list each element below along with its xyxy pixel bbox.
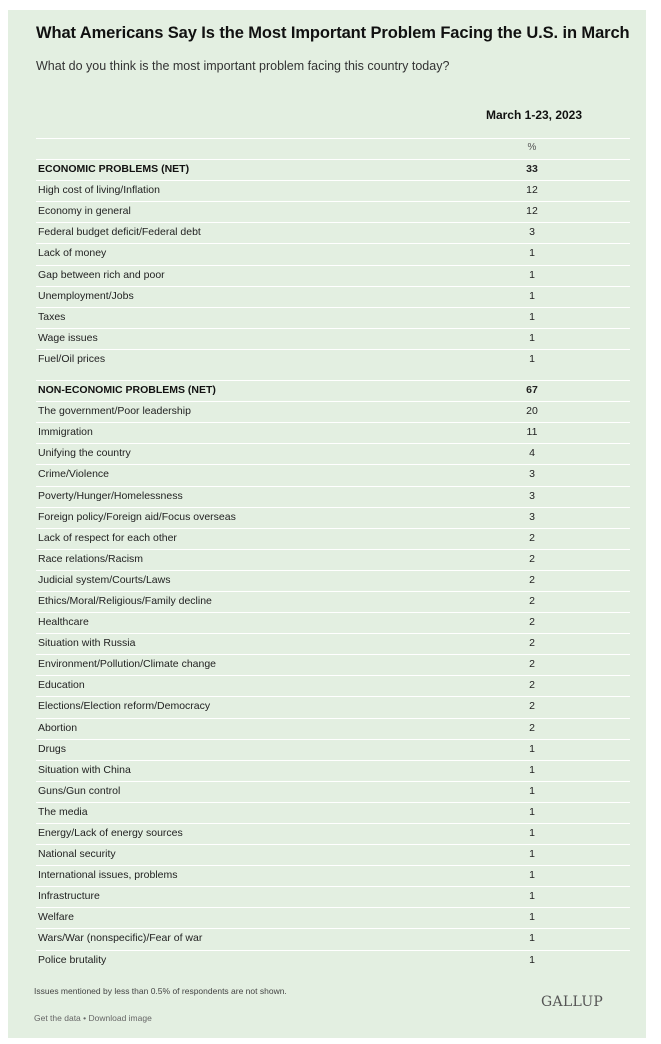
table-row [36, 486, 630, 507]
unit-label: % [527, 142, 537, 153]
row-value: 1 [529, 310, 535, 323]
row-value: 1 [529, 331, 535, 344]
row-value: 12 [526, 184, 538, 197]
row-label: Ethics/Moral/Religious/Family decline [38, 594, 212, 607]
row-label: Police brutality [38, 953, 107, 966]
row-label: NON-ECONOMIC PROBLEMS (NET) [38, 384, 216, 397]
row-label: ECONOMIC PROBLEMS (NET) [38, 163, 190, 176]
row-value: 1 [529, 784, 535, 797]
row-label: Judicial system/Courts/Laws [38, 573, 171, 586]
table-row [36, 802, 630, 823]
row-label: Situation with China [38, 763, 131, 776]
table-row [36, 950, 630, 971]
row-label: Foreign policy/Foreign aid/Focus overseas [38, 510, 236, 523]
row-value: 1 [529, 763, 535, 776]
row-label: Crime/Violence [38, 468, 110, 481]
table-row [36, 696, 630, 717]
row-value: 2 [529, 531, 535, 544]
row-value: 2 [529, 637, 535, 650]
table-row [36, 654, 630, 675]
row-label: International issues, problems [38, 869, 178, 882]
row-label: Energy/Lack of energy sources [38, 827, 183, 839]
row-value: 2 [529, 679, 535, 692]
row-value: 3 [529, 489, 535, 502]
results-table [36, 138, 630, 971]
unit-row [36, 138, 630, 159]
table-row [36, 907, 630, 928]
row-label: Unemployment/Jobs [38, 289, 134, 302]
row-label: Lack of money [38, 247, 107, 260]
table-row [36, 507, 630, 528]
table-row [36, 528, 630, 549]
table-row [36, 760, 630, 781]
table-row [36, 675, 630, 696]
table-row [36, 222, 630, 243]
row-value: 1 [529, 247, 535, 260]
row-value: 1 [529, 805, 535, 818]
table-row [36, 928, 630, 949]
table-row [36, 443, 630, 464]
table-row [36, 591, 630, 612]
row-label: Education [38, 679, 85, 692]
column-header: March 1-23, 2023 [485, 108, 583, 122]
row-label: Unifying the country [38, 447, 131, 460]
chart-card [8, 10, 646, 1038]
row-value: 1 [529, 742, 535, 755]
row-label: The government/Poor leadership [38, 405, 191, 418]
row-value: 1 [529, 827, 535, 839]
table-row [36, 844, 630, 865]
row-label: Environment/Pollution/Climate change [38, 658, 217, 671]
table-row [36, 265, 630, 286]
table-row [36, 328, 630, 349]
row-label: Fuel/Oil prices [38, 352, 106, 365]
table-row [36, 286, 630, 307]
row-value: 2 [529, 700, 535, 713]
net-category-row [36, 380, 630, 401]
table-row [36, 886, 630, 907]
table-row [36, 612, 630, 633]
row-value: 1 [529, 268, 535, 281]
table-row [36, 718, 630, 739]
row-value: 3 [529, 226, 535, 239]
link-separator: • [80, 1013, 89, 1023]
table-row [36, 349, 630, 370]
row-label: The media [38, 805, 88, 818]
row-label: Taxes [38, 310, 66, 323]
row-value: 12 [526, 205, 538, 218]
table-row [36, 633, 630, 654]
row-value: 1 [529, 352, 535, 365]
row-label: Economy in general [38, 205, 131, 218]
row-label: Immigration [38, 426, 93, 439]
row-value: 11 [526, 426, 538, 439]
gallup-logo: GALLUP [541, 994, 604, 1010]
table-row [36, 464, 630, 485]
get-data-link[interactable]: Get the data [34, 1013, 81, 1023]
row-value: 3 [529, 468, 535, 481]
row-label: Federal budget deficit/Federal debt [38, 226, 201, 239]
row-value: 33 [526, 163, 538, 176]
footnote: Issues mentioned by less than 0.5% of respondents are not shown. [34, 986, 287, 996]
row-label: Wars/War (nonspecific)/Fear of war [38, 932, 203, 945]
row-label: Elections/Election reform/Democracy [38, 700, 211, 713]
row-label: Infrastructure [38, 890, 100, 903]
row-label: Drugs [38, 742, 67, 755]
table-row [36, 180, 630, 201]
row-value: 1 [529, 911, 535, 924]
row-value: 2 [529, 616, 535, 629]
row-value: 2 [529, 721, 535, 734]
table-row [36, 401, 630, 422]
row-value: 2 [529, 573, 535, 586]
row-label: Abortion [38, 721, 78, 734]
row-label: Wage issues [38, 331, 98, 344]
row-label: Healthcare [38, 616, 89, 629]
row-value: 4 [529, 447, 535, 460]
net-category-row [36, 159, 630, 180]
table-row [36, 307, 630, 328]
row-label: High cost of living/Inflation [38, 184, 160, 197]
table-row [36, 781, 630, 802]
row-label: Situation with Russia [38, 637, 136, 650]
table-row [36, 823, 630, 844]
row-label: National security [38, 848, 116, 861]
row-value: 1 [529, 869, 535, 882]
row-label: Race relations/Racism [38, 552, 144, 565]
chart-title: What Americans Say Is the Most Important Problem Facing the U.S. in March [36, 24, 630, 42]
chart-subtitle: What do you think is the most important problem facing this country today? [36, 59, 450, 73]
row-value: 1 [529, 953, 535, 966]
table-row [36, 570, 630, 591]
row-value: 1 [529, 289, 535, 302]
row-value: 2 [529, 552, 535, 565]
table-row [36, 201, 630, 222]
table-row [36, 243, 630, 264]
row-value: 2 [529, 658, 535, 671]
row-value: 2 [529, 594, 535, 607]
row-label: Poverty/Hunger/Homelessness [38, 489, 183, 502]
table-row [36, 549, 630, 570]
table-row [36, 739, 630, 760]
row-label: Gap between rich and poor [38, 268, 165, 281]
row-value: 1 [529, 932, 535, 945]
download-image-link[interactable]: Download image [88, 1013, 152, 1023]
table-row [36, 865, 630, 886]
row-value: 1 [529, 848, 535, 861]
footer-links [34, 1013, 152, 1023]
row-label: Guns/Gun control [38, 784, 121, 797]
row-value: 3 [529, 510, 535, 523]
row-label: Lack of respect for each other [38, 531, 177, 544]
row-value: 67 [526, 384, 538, 397]
row-value: 1 [529, 890, 535, 903]
row-label: Welfare [38, 911, 74, 924]
row-value: 20 [526, 405, 538, 418]
table-row [36, 422, 630, 443]
